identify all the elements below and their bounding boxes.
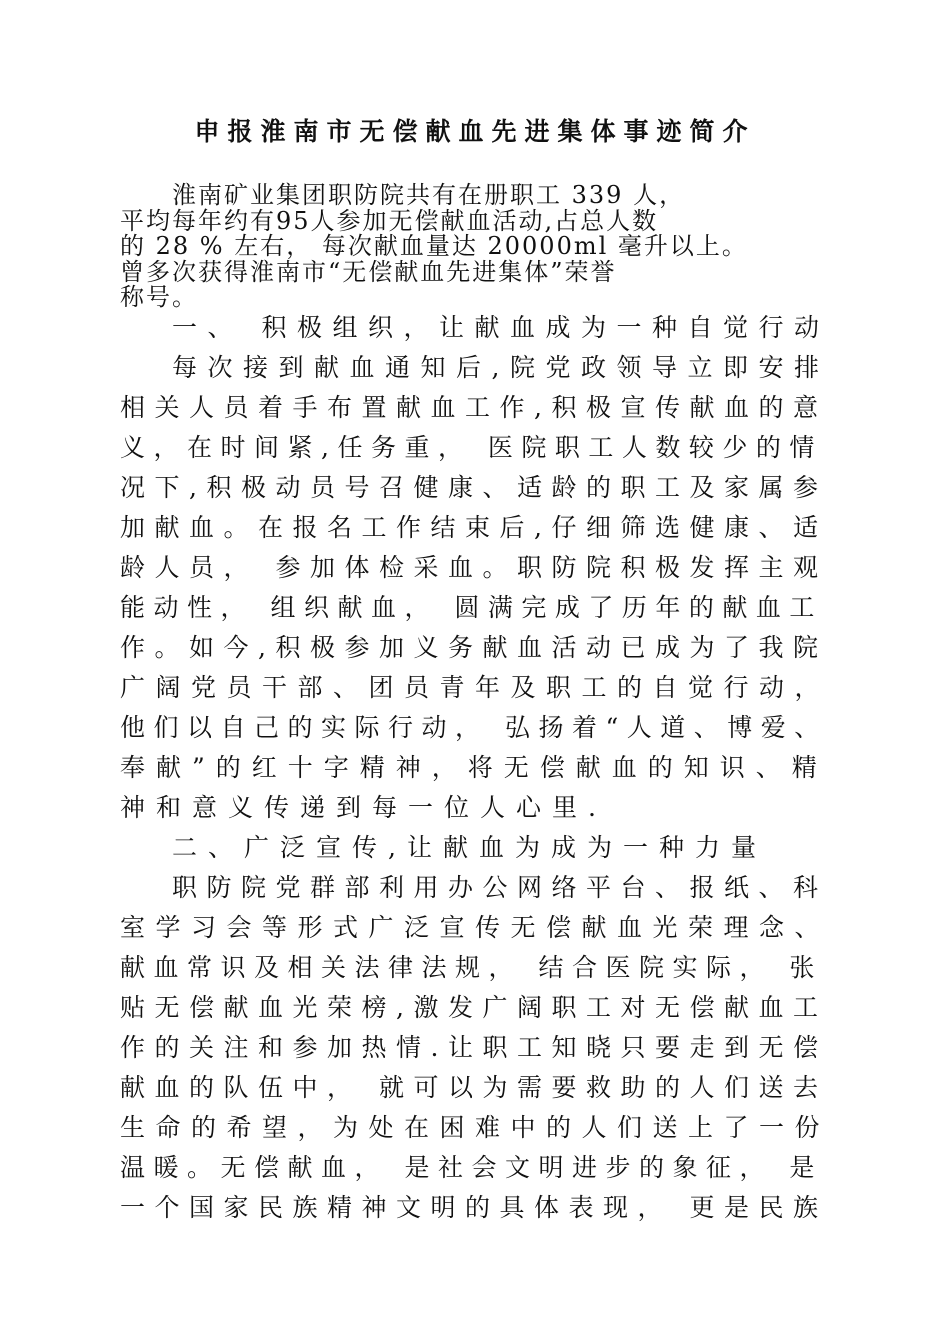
paragraph-line: 献血常识及相关法律法规， 结合医院实际， 张	[120, 953, 823, 982]
section-heading: 二、广泛宣传,让献血为成为一种力量	[172, 833, 767, 862]
paragraph-line: 职防院党群部利用办公网络平台、报纸、科	[172, 873, 828, 902]
intro-line: 平均每年约有95人参加无偿献血活动,占总人数	[120, 208, 659, 234]
paragraph-line: 神和意义传递到每一位人心里.	[120, 793, 607, 822]
paragraph-line: 贴无偿献血光荣榜,激发广阔职工对无偿献血工	[120, 993, 828, 1022]
paragraph-line: 生命的希望，为处在困难中的人们送上了一份	[120, 1113, 830, 1142]
paragraph-line: 每次接到献血通知后,院党政领导立即安排	[172, 353, 830, 382]
intro-line: 的 28 % 左右， 每次献血量达 20000ml 毫升以上。	[120, 233, 748, 259]
paragraph-line: 龄人员， 参加体检采血。职防院积极发挥主观	[120, 553, 828, 582]
paragraph-line: 加献血。在报名工作结束后,仔细筛选健康、适	[120, 513, 828, 542]
paragraph-line: 他们以自己的实际行动， 弘扬着“人道、博爱、	[120, 713, 828, 742]
paragraph-line: 广阔党员干部、团员青年及职工的自觉行动，	[120, 673, 830, 702]
paragraph-line: 一个国家民族精神文明的具体表现， 更是民族	[120, 1193, 828, 1222]
intro-line: 淮南矿业集团职防院共有在册职工 339 人，	[172, 182, 686, 208]
intro-line: 称号。	[120, 284, 198, 310]
paragraph-line: 作。如今,积极参加义务献血活动已成为了我院	[120, 633, 828, 662]
paragraph-line: 作的关注和参加热情.让职工知晓只要走到无偿	[120, 1033, 828, 1062]
paragraph-line: 况下,积极动员号召健康、适龄的职工及家属参	[120, 473, 828, 502]
document-title: 申报淮南市无偿献血先进集体事迹简介	[194, 117, 756, 146]
paragraph-line: 室学习会等形式广泛宣传无偿献血光荣理念、	[120, 913, 830, 942]
paragraph-line: 奉献”的红十字精神，将无偿献血的知识、精	[120, 753, 828, 782]
section-heading: 一、 积极组织，让献血成为一种自觉行动	[172, 313, 830, 342]
paragraph-line: 义，在时间紧,任务重， 医院职工人数较少的情	[120, 433, 823, 462]
paragraph-line: 温暖。无偿献血， 是社会文明进步的象征， 是	[120, 1153, 823, 1182]
paragraph-line: 相关人员着手布置献血工作,积极宣传献血的意	[120, 393, 828, 422]
paragraph-line: 献血的队伍中， 就可以为需要救助的人们送去	[120, 1073, 828, 1102]
intro-line: 曾多次获得淮南市“无偿献血先进集体”荣誉	[120, 259, 617, 285]
paragraph-line: 能动性， 组织献血， 圆满完成了历年的献血工	[120, 593, 823, 622]
